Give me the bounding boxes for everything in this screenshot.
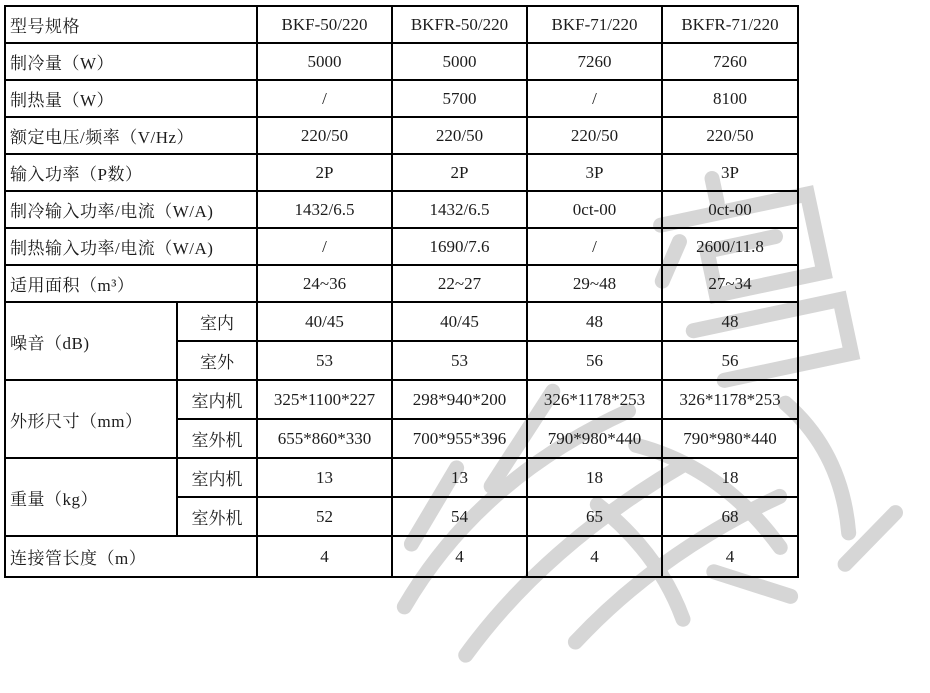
cell-value: 790*980*440 — [527, 419, 662, 458]
cell-value: 54 — [392, 497, 527, 536]
cell-value: 18 — [527, 458, 662, 497]
cell-value: 655*860*330 — [257, 419, 392, 458]
row-label: 制冷输入功率/电流（W/A) — [5, 191, 257, 228]
row-label: 适用面积（m³） — [5, 265, 257, 302]
model-header: BKFR-50/220 — [392, 6, 527, 43]
cell-value: 24~36 — [257, 265, 392, 302]
cell-value: 220/50 — [527, 117, 662, 154]
cell-value: 27~34 — [662, 265, 798, 302]
cell-value: 1690/7.6 — [392, 228, 527, 265]
cell-value: 65 — [527, 497, 662, 536]
cell-value: 4 — [527, 536, 662, 577]
cell-value: 13 — [257, 458, 392, 497]
model-header: BKFR-71/220 — [662, 6, 798, 43]
row-label: 输入功率（P数） — [5, 154, 257, 191]
cell-value: 56 — [527, 341, 662, 380]
spec-table — [4, 5, 799, 578]
table-row — [5, 117, 798, 154]
row-label: 制热输入功率/电流（W/A) — [5, 228, 257, 265]
cell-value: / — [527, 228, 662, 265]
table-row — [5, 80, 798, 117]
cell-value: 18 — [662, 458, 798, 497]
cell-value: 7260 — [527, 43, 662, 80]
row-label: 额定电压/频率（V/Hz） — [5, 117, 257, 154]
cell-value: / — [257, 80, 392, 117]
sub-label: 室内机 — [177, 380, 257, 419]
cell-value: 220/50 — [392, 117, 527, 154]
cell-value: 7260 — [662, 43, 798, 80]
cell-value: 53 — [392, 341, 527, 380]
table-row — [5, 536, 798, 577]
table-row — [5, 458, 798, 497]
cell-value: 29~48 — [527, 265, 662, 302]
table-row — [5, 191, 798, 228]
cell-value: 700*955*396 — [392, 419, 527, 458]
cell-value: 326*1178*253 — [527, 380, 662, 419]
table-row — [5, 228, 798, 265]
cell-value: 2P — [392, 154, 527, 191]
cell-value: 4 — [257, 536, 392, 577]
group-label: 外形尺寸（mm） — [5, 380, 177, 458]
cell-value: 8100 — [662, 80, 798, 117]
cell-value: 5700 — [392, 80, 527, 117]
cell-value: 2P — [257, 154, 392, 191]
cell-value: 1432/6.5 — [257, 191, 392, 228]
cell-value: 13 — [392, 458, 527, 497]
table-row — [5, 265, 798, 302]
cell-value: 56 — [662, 341, 798, 380]
cell-value: 220/50 — [662, 117, 798, 154]
cell-value: 3P — [527, 154, 662, 191]
sub-label: 室外机 — [177, 419, 257, 458]
table-row — [5, 380, 798, 419]
model-header: BKF-50/220 — [257, 6, 392, 43]
cell-value: 325*1100*227 — [257, 380, 392, 419]
cell-value: 326*1178*253 — [662, 380, 798, 419]
cell-value: 5000 — [257, 43, 392, 80]
table-row — [5, 6, 798, 43]
table-row — [5, 43, 798, 80]
cell-value: 2600/11.8 — [662, 228, 798, 265]
cell-value: 3P — [662, 154, 798, 191]
cell-value: 40/45 — [392, 302, 527, 341]
cell-value: 68 — [662, 497, 798, 536]
cell-value: 4 — [662, 536, 798, 577]
table-row — [5, 302, 798, 341]
sub-label: 室外 — [177, 341, 257, 380]
cell-value: 5000 — [392, 43, 527, 80]
row-label: 制热量（W） — [5, 80, 257, 117]
cell-value: 40/45 — [257, 302, 392, 341]
cell-value: 4 — [392, 536, 527, 577]
cell-value: 298*940*200 — [392, 380, 527, 419]
cell-value: 48 — [527, 302, 662, 341]
header-label: 型号规格 — [5, 6, 257, 43]
cell-value: / — [257, 228, 392, 265]
cell-value: 220/50 — [257, 117, 392, 154]
group-label: 噪音（dB) — [5, 302, 177, 380]
cell-value: 48 — [662, 302, 798, 341]
cell-value: 0ct-00 — [527, 191, 662, 228]
sub-label: 室内机 — [177, 458, 257, 497]
sub-label: 室外机 — [177, 497, 257, 536]
sub-label: 室内 — [177, 302, 257, 341]
row-label: 连接管长度（m） — [5, 536, 257, 577]
table-row — [5, 154, 798, 191]
cell-value: 0ct-00 — [662, 191, 798, 228]
cell-value: 22~27 — [392, 265, 527, 302]
cell-value: 52 — [257, 497, 392, 536]
row-label: 制冷量（W） — [5, 43, 257, 80]
cell-value: / — [527, 80, 662, 117]
cell-value: 790*980*440 — [662, 419, 798, 458]
group-label: 重量（kg） — [5, 458, 177, 536]
cell-value: 1432/6.5 — [392, 191, 527, 228]
cell-value: 53 — [257, 341, 392, 380]
model-header: BKF-71/220 — [527, 6, 662, 43]
